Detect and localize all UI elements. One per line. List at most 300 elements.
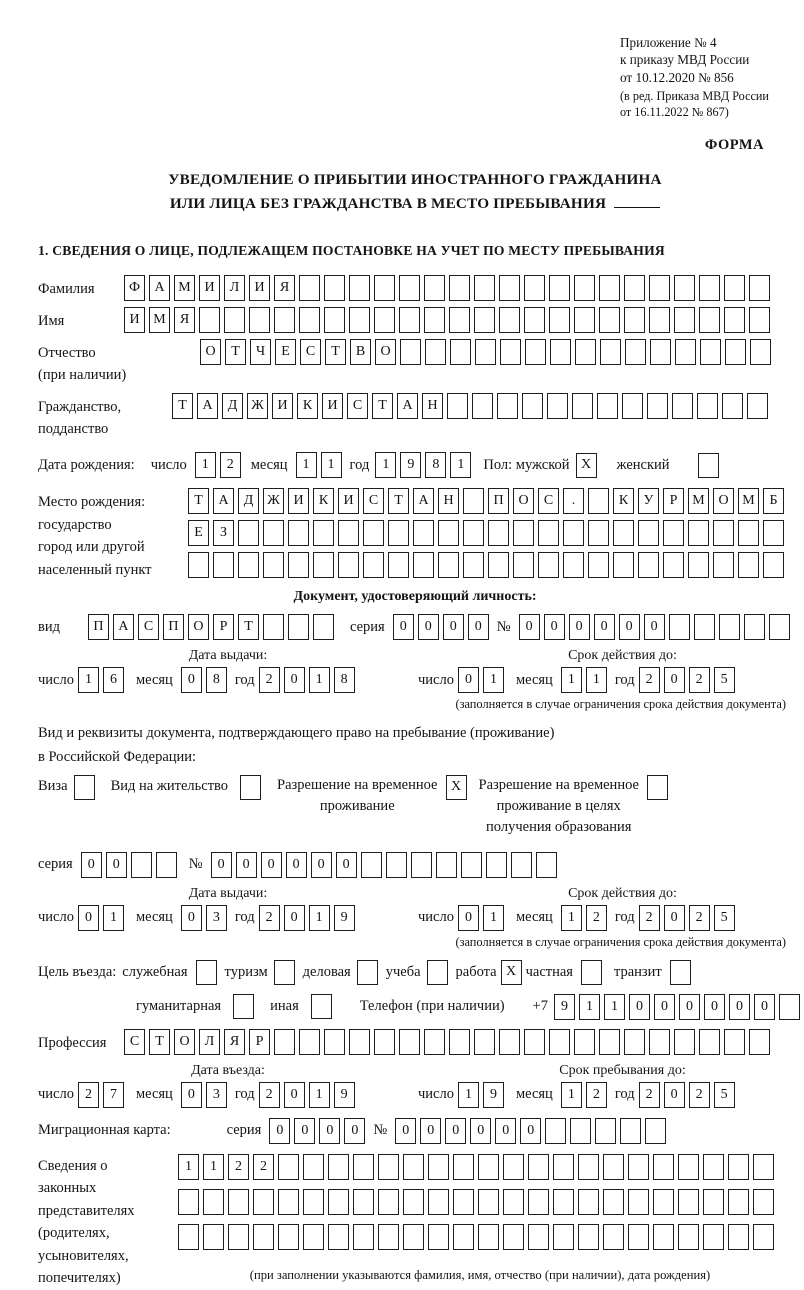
char-cell[interactable]: 0 [754,994,775,1020]
char-cell[interactable] [474,1029,495,1055]
char-cell[interactable] [763,552,784,578]
char-cell[interactable] [538,520,559,546]
char-cell[interactable] [578,1154,599,1180]
name-cells[interactable] [124,307,774,333]
char-cell[interactable] [374,275,395,301]
char-cell[interactable]: 1 [309,905,330,931]
char-cell[interactable]: 1 [321,452,342,478]
char-cell[interactable] [694,614,715,640]
purpose-business-checkbox[interactable] [357,960,378,985]
char-cell[interactable] [338,520,359,546]
char-cell[interactable]: 0 [664,1082,685,1108]
char-cell[interactable] [324,1029,345,1055]
char-cell[interactable] [603,1224,624,1250]
char-cell[interactable]: М [688,488,709,514]
char-cell[interactable]: Р [249,1029,270,1055]
char-cell[interactable]: 0 [569,614,590,640]
char-cell[interactable]: 0 [664,667,685,693]
residence-permit-checkbox[interactable] [240,775,261,800]
char-cell[interactable] [428,1189,449,1215]
char-cell[interactable] [475,339,496,365]
char-cell[interactable]: Р [213,614,234,640]
char-cell[interactable] [653,1154,674,1180]
char-cell[interactable] [599,1029,620,1055]
char-cell[interactable] [563,552,584,578]
char-cell[interactable] [753,1189,774,1215]
char-cell[interactable] [525,339,546,365]
char-cell[interactable]: 1 [579,994,600,1020]
char-cell[interactable] [674,307,695,333]
char-cell[interactable] [574,1029,595,1055]
char-cell[interactable] [374,1029,395,1055]
char-cell[interactable] [574,275,595,301]
char-cell[interactable] [413,520,434,546]
issue-month-cells[interactable] [181,667,231,693]
char-cell[interactable] [522,393,543,419]
char-cell[interactable]: 0 [468,614,489,640]
char-cell[interactable] [411,852,432,878]
stay-year-cells[interactable] [639,1082,739,1108]
char-cell[interactable] [453,1154,474,1180]
char-cell[interactable] [303,1154,324,1180]
char-cell[interactable] [199,307,220,333]
char-cell[interactable]: И [338,488,359,514]
char-cell[interactable] [488,552,509,578]
char-cell[interactable] [361,852,382,878]
char-cell[interactable]: 0 [319,1118,340,1144]
char-cell[interactable] [303,1189,324,1215]
char-cell[interactable] [503,1189,524,1215]
char-cell[interactable]: 0 [420,1118,441,1144]
char-cell[interactable]: 0 [344,1118,365,1144]
char-cell[interactable]: 0 [629,994,650,1020]
char-cell[interactable] [536,852,557,878]
char-cell[interactable] [575,339,596,365]
char-cell[interactable] [524,307,545,333]
char-cell[interactable]: 1 [309,1082,330,1108]
char-cell[interactable] [324,275,345,301]
char-cell[interactable]: К [613,488,634,514]
char-cell[interactable]: О [188,614,209,640]
char-cell[interactable]: Ф [124,275,145,301]
char-cell[interactable] [463,488,484,514]
char-cell[interactable]: 1 [586,667,607,693]
char-cell[interactable] [572,393,593,419]
surname-cells[interactable] [124,275,774,301]
char-cell[interactable]: Я [224,1029,245,1055]
char-cell[interactable] [649,1029,670,1055]
char-cell[interactable]: 2 [639,1082,660,1108]
char-cell[interactable]: 0 [284,1082,305,1108]
char-cell[interactable] [653,1189,674,1215]
char-cell[interactable] [645,1118,666,1144]
char-cell[interactable]: А [413,488,434,514]
char-cell[interactable] [363,552,384,578]
char-cell[interactable] [724,307,745,333]
birth-place-cells-row1[interactable] [188,488,788,514]
char-cell[interactable]: 1 [103,905,124,931]
char-cell[interactable] [749,307,770,333]
char-cell[interactable]: И [272,393,293,419]
char-cell[interactable] [528,1189,549,1215]
char-cell[interactable]: 0 [311,852,332,878]
char-cell[interactable] [463,520,484,546]
char-cell[interactable] [453,1189,474,1215]
char-cell[interactable]: 0 [261,852,282,878]
char-cell[interactable] [474,307,495,333]
char-cell[interactable] [324,307,345,333]
char-cell[interactable]: П [88,614,109,640]
char-cell[interactable] [178,1224,199,1250]
char-cell[interactable] [763,520,784,546]
char-cell[interactable] [278,1224,299,1250]
char-cell[interactable] [699,1029,720,1055]
profession-cells[interactable] [124,1029,774,1055]
char-cell[interactable]: 1 [458,1082,479,1108]
char-cell[interactable]: 2 [259,1082,280,1108]
char-cell[interactable]: 2 [689,667,710,693]
char-cell[interactable] [595,1118,616,1144]
char-cell[interactable]: В [350,339,371,365]
char-cell[interactable] [650,339,671,365]
char-cell[interactable] [613,520,634,546]
char-cell[interactable] [438,520,459,546]
char-cell[interactable] [288,520,309,546]
char-cell[interactable]: Д [222,393,243,419]
stay-month-cells[interactable] [561,1082,611,1108]
char-cell[interactable] [749,275,770,301]
char-cell[interactable] [703,1189,724,1215]
char-cell[interactable]: 0 [443,614,464,640]
char-cell[interactable] [638,552,659,578]
char-cell[interactable] [313,520,334,546]
char-cell[interactable]: З [213,520,234,546]
char-cell[interactable]: И [199,275,220,301]
char-cell[interactable]: 2 [586,1082,607,1108]
birth-place-cells-row3[interactable] [188,552,788,578]
purpose-study-checkbox[interactable] [427,960,448,985]
char-cell[interactable] [553,1189,574,1215]
char-cell[interactable] [388,552,409,578]
char-cell[interactable] [449,275,470,301]
char-cell[interactable] [724,1029,745,1055]
char-cell[interactable]: 1 [195,452,216,478]
char-cell[interactable]: А [149,275,170,301]
char-cell[interactable]: 0 [336,852,357,878]
char-cell[interactable] [349,275,370,301]
char-cell[interactable] [374,307,395,333]
char-cell[interactable]: О [375,339,396,365]
char-cell[interactable] [769,614,790,640]
char-cell[interactable]: Л [224,275,245,301]
char-cell[interactable]: Т [325,339,346,365]
sex-female-checkbox[interactable] [698,453,719,478]
char-cell[interactable] [550,339,571,365]
char-cell[interactable]: С [538,488,559,514]
char-cell[interactable]: Д [238,488,259,514]
char-cell[interactable] [388,520,409,546]
char-cell[interactable] [703,1154,724,1180]
char-cell[interactable] [624,307,645,333]
char-cell[interactable]: Л [199,1029,220,1055]
char-cell[interactable] [747,393,768,419]
purpose-official-checkbox[interactable] [196,960,217,985]
char-cell[interactable] [449,307,470,333]
char-cell[interactable]: У [638,488,659,514]
char-cell[interactable] [624,1029,645,1055]
char-cell[interactable]: . [563,488,584,514]
char-cell[interactable]: 0 [286,852,307,878]
char-cell[interactable]: 5 [714,1082,735,1108]
issue-month-cells[interactable] [181,905,231,931]
char-cell[interactable]: 0 [704,994,725,1020]
char-cell[interactable]: О [174,1029,195,1055]
char-cell[interactable]: 3 [206,1082,227,1108]
char-cell[interactable] [528,1224,549,1250]
char-cell[interactable] [203,1224,224,1250]
char-cell[interactable] [750,339,771,365]
char-cell[interactable] [453,1224,474,1250]
char-cell[interactable] [238,552,259,578]
issue-year-cells[interactable] [259,905,359,931]
char-cell[interactable] [613,552,634,578]
char-cell[interactable] [599,275,620,301]
char-cell[interactable] [303,1224,324,1250]
char-cell[interactable]: 0 [470,1118,491,1144]
char-cell[interactable] [353,1189,374,1215]
char-cell[interactable]: Е [188,520,209,546]
char-cell[interactable] [678,1154,699,1180]
char-cell[interactable] [278,1189,299,1215]
char-cell[interactable] [403,1224,424,1250]
char-cell[interactable] [228,1189,249,1215]
char-cell[interactable] [399,275,420,301]
entry-month-cells[interactable] [181,1082,231,1108]
char-cell[interactable] [472,393,493,419]
char-cell[interactable]: 0 [181,905,202,931]
char-cell[interactable]: 0 [520,1118,541,1144]
char-cell[interactable]: 1 [483,905,504,931]
char-cell[interactable] [553,1154,574,1180]
purpose-work-checkbox[interactable]: X [501,960,522,985]
char-cell[interactable] [299,1029,320,1055]
char-cell[interactable] [678,1189,699,1215]
char-cell[interactable]: Р [663,488,684,514]
char-cell[interactable]: О [513,488,534,514]
char-cell[interactable] [688,520,709,546]
char-cell[interactable]: 0 [284,667,305,693]
char-cell[interactable] [328,1224,349,1250]
char-cell[interactable]: И [322,393,343,419]
char-cell[interactable]: 5 [714,667,735,693]
char-cell[interactable]: 9 [554,994,575,1020]
char-cell[interactable] [588,520,609,546]
char-cell[interactable] [436,852,457,878]
entry-year-cells[interactable] [259,1082,359,1108]
char-cell[interactable]: 0 [544,614,565,640]
char-cell[interactable]: 1 [483,667,504,693]
char-cell[interactable]: 9 [483,1082,504,1108]
char-cell[interactable]: А [397,393,418,419]
char-cell[interactable] [600,339,621,365]
char-cell[interactable]: 1 [604,994,625,1020]
char-cell[interactable] [578,1189,599,1215]
representatives-cells-row1[interactable] [178,1154,778,1180]
char-cell[interactable] [628,1154,649,1180]
char-cell[interactable] [603,1154,624,1180]
char-cell[interactable]: 2 [228,1154,249,1180]
char-cell[interactable] [263,520,284,546]
char-cell[interactable] [278,1154,299,1180]
char-cell[interactable] [463,552,484,578]
char-cell[interactable]: 1 [561,1082,582,1108]
char-cell[interactable] [663,520,684,546]
char-cell[interactable] [749,1029,770,1055]
char-cell[interactable]: К [297,393,318,419]
char-cell[interactable] [513,520,534,546]
char-cell[interactable] [549,275,570,301]
char-cell[interactable]: 0 [393,614,414,640]
char-cell[interactable]: 0 [181,1082,202,1108]
char-cell[interactable] [213,552,234,578]
char-cell[interactable] [403,1189,424,1215]
char-cell[interactable] [688,552,709,578]
char-cell[interactable] [499,1029,520,1055]
char-cell[interactable]: 0 [458,905,479,931]
char-cell[interactable] [503,1154,524,1180]
char-cell[interactable] [500,339,521,365]
char-cell[interactable] [328,1189,349,1215]
char-cell[interactable] [538,552,559,578]
char-cell[interactable] [724,275,745,301]
char-cell[interactable] [424,275,445,301]
char-cell[interactable]: П [488,488,509,514]
char-cell[interactable] [378,1224,399,1250]
char-cell[interactable]: Т [372,393,393,419]
char-cell[interactable]: Т [388,488,409,514]
char-cell[interactable] [461,852,482,878]
char-cell[interactable] [513,552,534,578]
char-cell[interactable] [697,393,718,419]
char-cell[interactable] [438,552,459,578]
char-cell[interactable] [528,1154,549,1180]
char-cell[interactable]: К [313,488,334,514]
birth-year-cells[interactable] [375,452,475,478]
char-cell[interactable] [549,307,570,333]
char-cell[interactable] [628,1224,649,1250]
char-cell[interactable]: 9 [334,1082,355,1108]
char-cell[interactable]: 0 [211,852,232,878]
char-cell[interactable]: 2 [639,667,660,693]
char-cell[interactable] [497,393,518,419]
char-cell[interactable] [624,275,645,301]
char-cell[interactable] [131,852,152,878]
char-cell[interactable]: 0 [519,614,540,640]
char-cell[interactable]: Ч [250,339,271,365]
birth-day-cells[interactable] [195,452,245,478]
char-cell[interactable]: М [149,307,170,333]
char-cell[interactable] [228,1224,249,1250]
char-cell[interactable]: Е [275,339,296,365]
char-cell[interactable] [478,1154,499,1180]
char-cell[interactable]: 2 [259,905,280,931]
char-cell[interactable]: Н [438,488,459,514]
char-cell[interactable] [363,520,384,546]
valid-year-cells[interactable] [639,667,739,693]
char-cell[interactable]: 0 [81,852,102,878]
char-cell[interactable]: М [174,275,195,301]
char-cell[interactable] [353,1224,374,1250]
char-cell[interactable] [386,852,407,878]
char-cell[interactable] [713,520,734,546]
migration-number-cells[interactable] [395,1118,670,1144]
char-cell[interactable]: 0 [106,852,127,878]
char-cell[interactable]: 1 [178,1154,199,1180]
char-cell[interactable] [288,552,309,578]
char-cell[interactable] [353,1154,374,1180]
char-cell[interactable] [403,1154,424,1180]
char-cell[interactable] [574,307,595,333]
char-cell[interactable] [447,393,468,419]
char-cell[interactable]: 5 [714,905,735,931]
char-cell[interactable] [378,1154,399,1180]
char-cell[interactable] [744,614,765,640]
char-cell[interactable] [663,552,684,578]
char-cell[interactable]: 9 [400,452,421,478]
char-cell[interactable] [313,552,334,578]
char-cell[interactable]: 0 [269,1118,290,1144]
residence-number-cells[interactable] [211,852,561,878]
char-cell[interactable]: 1 [78,667,99,693]
char-cell[interactable] [263,552,284,578]
char-cell[interactable] [672,393,693,419]
char-cell[interactable]: Т [149,1029,170,1055]
issue-day-cells[interactable] [78,905,128,931]
char-cell[interactable]: О [713,488,734,514]
char-cell[interactable]: 2 [689,1082,710,1108]
char-cell[interactable]: О [200,339,221,365]
char-cell[interactable]: А [197,393,218,419]
char-cell[interactable] [378,1189,399,1215]
char-cell[interactable] [700,339,721,365]
char-cell[interactable] [674,1029,695,1055]
char-cell[interactable] [349,307,370,333]
char-cell[interactable]: 1 [296,452,317,478]
char-cell[interactable]: 0 [181,667,202,693]
char-cell[interactable] [725,339,746,365]
stay-day-cells[interactable] [458,1082,508,1108]
temp-residence-checkbox[interactable]: X [446,775,467,800]
char-cell[interactable]: С [124,1029,145,1055]
char-cell[interactable] [620,1118,641,1144]
char-cell[interactable]: 1 [450,452,471,478]
char-cell[interactable] [524,1029,545,1055]
doc-number-cells[interactable] [519,614,794,640]
char-cell[interactable] [178,1189,199,1215]
char-cell[interactable] [703,1224,724,1250]
char-cell[interactable] [728,1189,749,1215]
char-cell[interactable] [400,339,421,365]
char-cell[interactable] [578,1224,599,1250]
char-cell[interactable] [188,552,209,578]
char-cell[interactable]: 9 [334,905,355,931]
valid-month-cells[interactable] [561,667,611,693]
valid-year-cells[interactable] [639,905,739,931]
char-cell[interactable] [349,1029,370,1055]
char-cell[interactable] [738,552,759,578]
char-cell[interactable] [647,393,668,419]
char-cell[interactable] [203,1189,224,1215]
